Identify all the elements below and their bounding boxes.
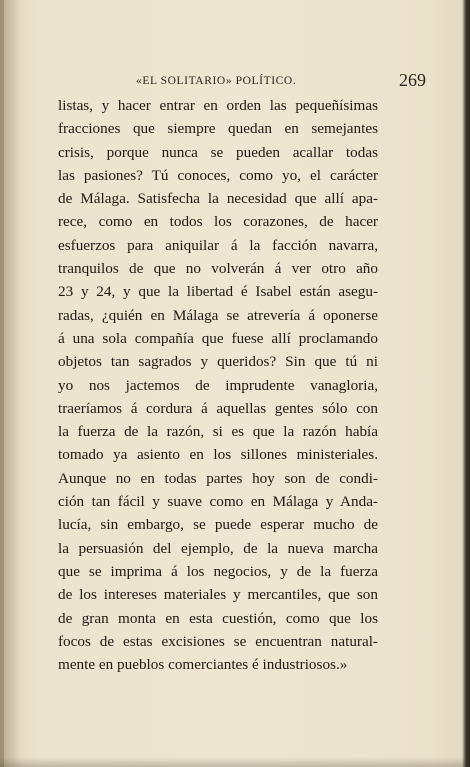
text-line: fracciones que siempre quedan en semejantes <box>58 120 378 138</box>
text-line: lucía, sin embargo, se puede esperar mucho de <box>58 516 378 534</box>
text-line: radas, ¿quién en Málaga se atrevería á oponerse <box>58 306 378 324</box>
text-line: crisis, porque nunca se pueden acallar todas <box>58 143 378 161</box>
text-line: traeríamos á cordura á aquellas gentes sólo con <box>58 399 378 417</box>
text-line: objetos tan sagrados y queridos? Sin que tú ni <box>58 353 378 371</box>
text-line-last: mente en pueblos comerciantes é industriosos.» <box>58 656 348 674</box>
text-line: la persuasión del ejemplo, de la nueva marcha <box>58 539 378 557</box>
text-line: de los intereses materiales y mercantiles, que son <box>58 586 378 604</box>
page-bottom-edge <box>0 757 470 767</box>
text-line: Aunque no en todas partes hoy son de condi- <box>58 469 378 487</box>
body-text <box>58 94 378 676</box>
text-line: las pasiones? Tú conoces, como yo, el carácter <box>58 166 378 184</box>
text-line: esfuerzos para aniquilar á la facción navarra, <box>58 236 378 254</box>
text-line: rece, como en todos los corazones, de hacer <box>58 213 378 231</box>
running-title: «EL SOLITARIO» POLÍTICO. <box>136 75 297 87</box>
text-line: listas, y hacer entrar en orden las pequeñísimas <box>58 97 378 114</box>
text-line: que se imprima á los negocios, y de la fuerza <box>58 562 378 580</box>
text-line: yo nos jactemos de imprudente vanagloria, <box>58 376 378 394</box>
spine-shadow <box>0 0 22 767</box>
text-line: á una sola compañía que fuese allí proclamando <box>58 329 378 347</box>
text-line: 23 y 24, y que la libertad é Isabel están asegu- <box>58 283 378 301</box>
text-line: tranquilos de que no volverán á ver otro año <box>58 260 378 278</box>
page-number: 269 <box>399 70 426 90</box>
text-line: de gran monta en esta cuestión, como que los <box>58 609 378 627</box>
page-header <box>58 70 438 94</box>
text-line: focos de estas excisiones se encuentran natural- <box>58 632 378 650</box>
text-line: de Málaga. Satisfecha la necesidad que allí apa- <box>58 190 378 208</box>
text-line: tomado ya asiento en los sillones ministeriales. <box>58 446 378 464</box>
text-line: ción tan fácil y suave como en Málaga y Anda- <box>58 493 378 511</box>
text-line: la fuerza de la razón, si es que la razón había <box>58 423 378 441</box>
